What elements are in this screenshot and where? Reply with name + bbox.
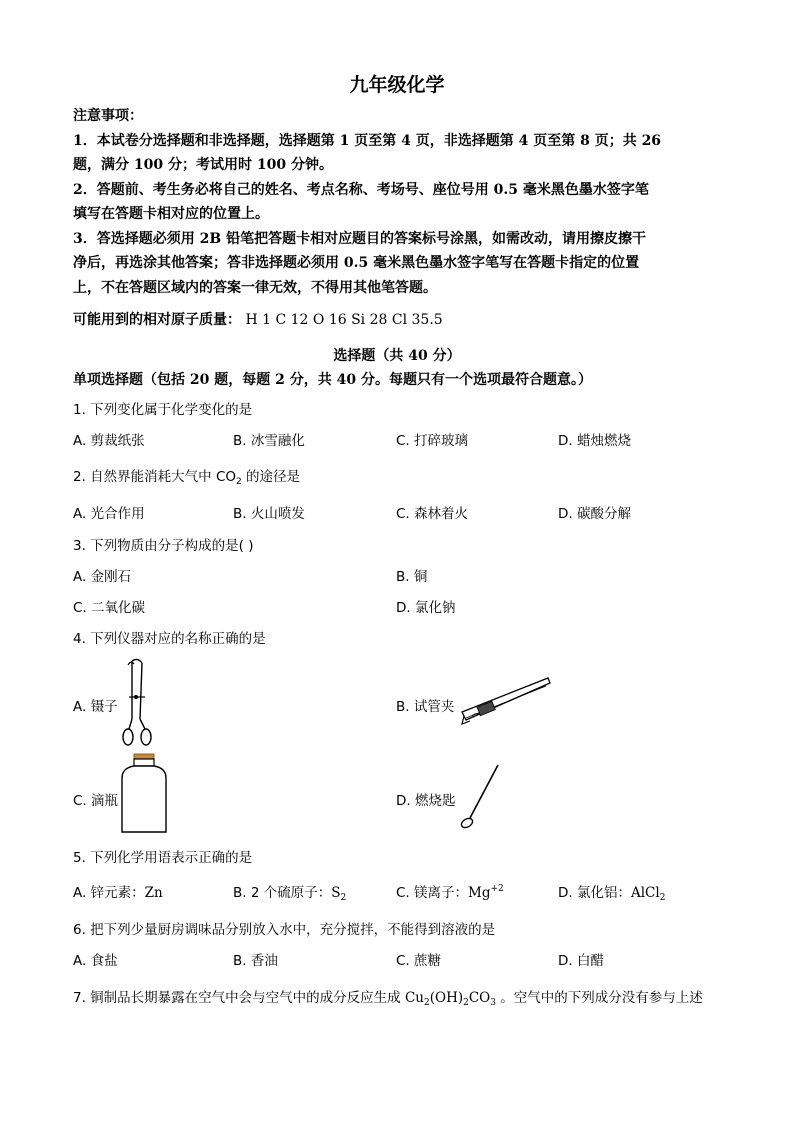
tongs-illustration: [118, 657, 158, 749]
q2-option-c: C. 森林着火: [396, 506, 469, 522]
page-title: 九年级化学: [349, 74, 445, 96]
q5-option-d: [558, 881, 665, 903]
section-instruction: 单项选择题（包括 20 题，每题 2 分，共 40 分。每题只有一个选项最符合题意。）: [73, 372, 592, 388]
bottle-illustration: [118, 752, 170, 836]
q2-option-b: B. 火山喷发: [233, 506, 305, 522]
q7-formula-cu: Cu: [404, 990, 424, 1006]
q6-option-b: B. 香油: [233, 953, 278, 969]
q5-b-sub: 2: [340, 893, 347, 903]
q1-option-d: D. 蜡烛燃烧: [558, 433, 631, 449]
q5-b-formula: S: [331, 885, 341, 901]
q3-option-d: D. 氯化钠: [396, 600, 456, 616]
notice-line: 3．答选择题必须用 2B 铅笔把答题卡相对应题目的答案标号涂黑，如需改动，请用擦皮擦干: [73, 231, 647, 247]
q5-option-c: [396, 881, 504, 901]
q7-stem-pre: 7. 铜制品长期暴露在空气中会与空气中的成分反应生成: [73, 990, 405, 1006]
atomic-mass-label: 可能用到的相对原子质量：: [73, 312, 241, 328]
q5-b-label: B. 2 个硫原子：: [233, 885, 332, 901]
notice-line: 上，不在答题区域内的答案一律无效，不得用其他笔答题。: [73, 280, 437, 296]
notice-line: 题，满分 100 分；考试用时 100 分钟。: [73, 157, 333, 173]
q2-stem-sub: 2: [236, 477, 242, 487]
q4-option-d: D. 燃烧匙: [396, 793, 456, 809]
notice-line: 填写在答题卡相对应的位置上。: [73, 206, 269, 222]
atomic-mass-values: H 1 C 12 O 16 Si 28 Cl 35.5: [245, 312, 443, 328]
question-1-stem: 1. 下列变化属于化学变化的是: [73, 402, 253, 418]
q7-formula-co: CO: [468, 990, 491, 1006]
question-5-stem: 5. 下列化学用语表示正确的是: [73, 850, 253, 866]
q2-option-a: A. 光合作用: [73, 506, 145, 522]
q7-sub-3: 3: [490, 998, 496, 1008]
q3-option-a: A. 金刚石: [73, 569, 132, 585]
q6-option-c: C. 蔗糖: [396, 953, 442, 969]
q5-d-sub: 2: [659, 893, 666, 903]
q7-sub-2: 2: [463, 998, 469, 1008]
q5-d-label: D. 氯化铝：: [558, 885, 631, 901]
question-3-stem: 3. 下列物质由分子构成的是( ): [73, 538, 254, 554]
q1-option-a: A. 剪裁纸张: [73, 433, 145, 449]
q4-option-b: B. 试管夹: [396, 699, 455, 715]
notice-line: 1．本试卷分选择题和非选择题，选择题第 1 页至第 4 页，非选择题第 4 页至第 8 页；共 26: [73, 133, 662, 149]
q2-stem-pre: 2. 自然界能消耗大气中 CO: [73, 469, 237, 485]
q2-option-d: D. 碳酸分解: [558, 506, 631, 522]
q6-option-d: D. 白醋: [558, 953, 604, 969]
question-4-stem: 4. 下列仪器对应的名称正确的是: [73, 631, 266, 647]
q6-option-a: A. 食盐: [73, 953, 118, 969]
q3-option-c: C. 二氧化碳: [73, 600, 146, 616]
notice-line: 2．答题前、考生务必将自己的姓名、考点名称、考场号、座位号用 0.5 毫米黑色墨水签字笔: [73, 182, 649, 198]
q2-stem-post: 的途径是: [241, 469, 301, 485]
question-6-stem: 6. 把下列少量厨房调味品分别放入水中，充分搅拌，不能得到溶液的是: [73, 922, 496, 938]
combustion-spoon-illustration: [458, 762, 506, 832]
question-2-stem: [73, 465, 300, 487]
q5-a-formula: Zn: [144, 885, 163, 901]
q7-formula-oh: (OH): [429, 990, 464, 1006]
q7-sub-1: 2: [424, 998, 430, 1008]
notice-line: 净后，再选涂其他答案；答非选择题必须用 0.5 毫米黑色墨水签字笔写在答题卡指定的位置: [73, 255, 640, 271]
q5-d-formula: AlCl: [630, 885, 660, 901]
q4-option-c: C. 滴瓶: [73, 793, 119, 809]
question-7-stem: [73, 986, 703, 1008]
q1-option-b: B. 冰雪融化: [233, 433, 305, 449]
q7-stem-post: 。空气中的下列成分没有参与上述: [495, 990, 703, 1006]
q1-option-c: C. 打碎玻璃: [396, 433, 469, 449]
q5-c-sup: +2: [490, 884, 504, 894]
q5-option-a: [73, 881, 163, 901]
section-title: 选择题（共 40 分）: [333, 348, 461, 364]
atomic-mass-line: [73, 309, 443, 329]
notice-heading: 注意事项：: [73, 108, 143, 124]
q4-option-a: A. 镊子: [73, 699, 118, 715]
q5-c-label: C. 镁离子：: [396, 885, 469, 901]
q5-option-b: [233, 881, 346, 903]
q5-a-label: A. 锌元素：: [73, 885, 145, 901]
q5-c-formula: Mg: [468, 885, 491, 901]
test-tube-clamp-illustration: [458, 674, 554, 728]
q3-option-b: B. 铜: [396, 569, 428, 585]
